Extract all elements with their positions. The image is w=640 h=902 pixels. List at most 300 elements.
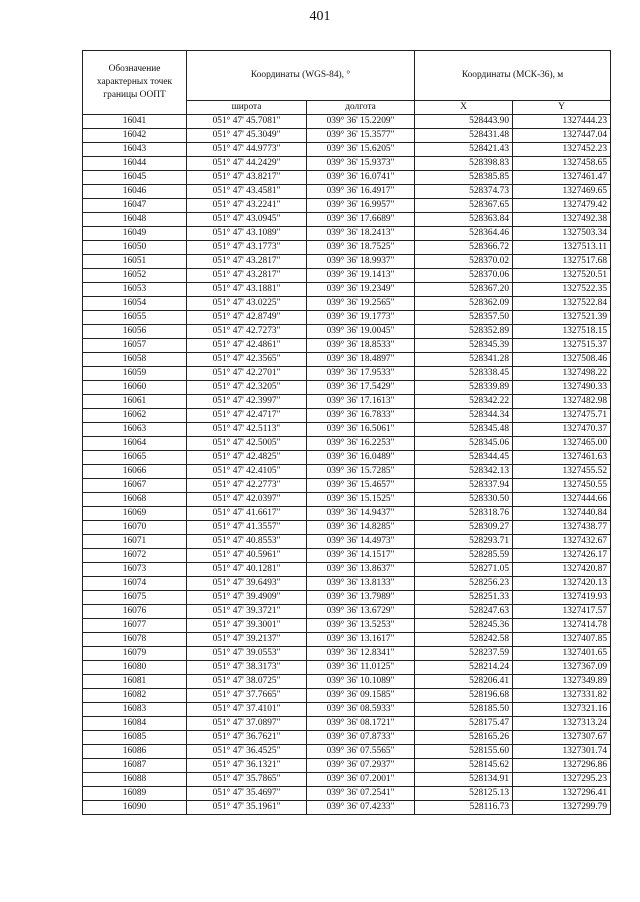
- point-id-cell: 16058: [83, 353, 187, 367]
- table-row: [83, 493, 611, 507]
- y-coordinate-cell: 1327508.46: [513, 353, 611, 367]
- point-id-cell: 16071: [83, 535, 187, 549]
- y-coordinate-cell: 1327517.68: [513, 255, 611, 269]
- point-id-cell: 16045: [83, 171, 187, 185]
- x-coordinate-cell: 528155.60: [415, 745, 513, 759]
- y-coordinate-cell: 1327420.13: [513, 577, 611, 591]
- latitude-cell: 051° 47' 40.8553": [187, 535, 307, 549]
- y-coordinate-cell: 1327465.00: [513, 437, 611, 451]
- x-coordinate-cell: 528175.47: [415, 717, 513, 731]
- point-id-cell: 16062: [83, 409, 187, 423]
- header-lon: долгота: [307, 101, 415, 115]
- table-row: [83, 479, 611, 493]
- longitude-cell: 039° 36' 13.6729": [307, 605, 415, 619]
- table-row: [83, 423, 611, 437]
- y-coordinate-cell: 1327295.23: [513, 773, 611, 787]
- table-row: [83, 535, 611, 549]
- y-coordinate-cell: 1327520.51: [513, 269, 611, 283]
- point-id-cell: 16055: [83, 311, 187, 325]
- latitude-cell: 051° 47' 45.3049": [187, 129, 307, 143]
- y-coordinate-cell: 1327475.71: [513, 409, 611, 423]
- x-coordinate-cell: 528337.94: [415, 479, 513, 493]
- latitude-cell: 051° 47' 41.3557": [187, 521, 307, 535]
- table-row: [83, 731, 611, 745]
- point-id-cell: 16078: [83, 633, 187, 647]
- x-coordinate-cell: 528330.50: [415, 493, 513, 507]
- y-coordinate-cell: 1327461.63: [513, 451, 611, 465]
- table-row: [83, 703, 611, 717]
- longitude-cell: 039° 36' 18.4897": [307, 353, 415, 367]
- x-coordinate-cell: 528367.65: [415, 199, 513, 213]
- y-coordinate-cell: 1327498.22: [513, 367, 611, 381]
- point-id-cell: 16090: [83, 801, 187, 815]
- x-coordinate-cell: 528309.27: [415, 521, 513, 535]
- longitude-cell: 039° 36' 14.4973": [307, 535, 415, 549]
- latitude-cell: 051° 47' 42.7273": [187, 325, 307, 339]
- latitude-cell: 051° 47' 42.3565": [187, 353, 307, 367]
- table-row: [83, 199, 611, 213]
- point-id-cell: 16054: [83, 297, 187, 311]
- table-row: [83, 577, 611, 591]
- y-coordinate-cell: 1327440.84: [513, 507, 611, 521]
- table-row: [83, 115, 611, 129]
- latitude-cell: 051° 47' 43.2241": [187, 199, 307, 213]
- longitude-cell: 039° 36' 08.1721": [307, 717, 415, 731]
- table-row: [83, 437, 611, 451]
- x-coordinate-cell: 528237.59: [415, 647, 513, 661]
- point-id-cell: 16053: [83, 283, 187, 297]
- longitude-cell: 039° 36' 08.5933": [307, 703, 415, 717]
- y-coordinate-cell: 1327450.55: [513, 479, 611, 493]
- x-coordinate-cell: 528125.13: [415, 787, 513, 801]
- latitude-cell: 051° 47' 42.3205": [187, 381, 307, 395]
- x-coordinate-cell: 528134.91: [415, 773, 513, 787]
- table-row: [83, 521, 611, 535]
- table-row: [83, 619, 611, 633]
- table-row: [83, 143, 611, 157]
- latitude-cell: 051° 47' 35.1961": [187, 801, 307, 815]
- longitude-cell: 039° 36' 19.1773": [307, 311, 415, 325]
- y-coordinate-cell: 1327296.41: [513, 787, 611, 801]
- y-coordinate-cell: 1327518.15: [513, 325, 611, 339]
- point-id-cell: 16065: [83, 451, 187, 465]
- table-row: [83, 605, 611, 619]
- table-row: [83, 787, 611, 801]
- longitude-cell: 039° 36' 17.6689": [307, 213, 415, 227]
- longitude-cell: 039° 36' 14.1517": [307, 549, 415, 563]
- table-row: [83, 213, 611, 227]
- y-coordinate-cell: 1327426.17: [513, 549, 611, 563]
- longitude-cell: 039° 36' 14.8285": [307, 521, 415, 535]
- longitude-cell: 039° 36' 15.4657": [307, 479, 415, 493]
- table-row: [83, 689, 611, 703]
- latitude-cell: 051° 47' 44.2429": [187, 157, 307, 171]
- longitude-cell: 039° 36' 15.3577": [307, 129, 415, 143]
- latitude-cell: 051° 47' 39.6493": [187, 577, 307, 591]
- y-coordinate-cell: 1327447.04: [513, 129, 611, 143]
- y-coordinate-cell: 1327321.16: [513, 703, 611, 717]
- latitude-cell: 051° 47' 42.4825": [187, 451, 307, 465]
- point-id-cell: 16077: [83, 619, 187, 633]
- x-coordinate-cell: 528374.73: [415, 185, 513, 199]
- latitude-cell: 051° 47' 43.0225": [187, 297, 307, 311]
- point-id-cell: 16072: [83, 549, 187, 563]
- table-row: [83, 759, 611, 773]
- x-coordinate-cell: 528245.36: [415, 619, 513, 633]
- latitude-cell: 051° 47' 43.1773": [187, 241, 307, 255]
- point-id-cell: 16051: [83, 255, 187, 269]
- table-row: [83, 241, 611, 255]
- point-id-cell: 16052: [83, 269, 187, 283]
- coordinates-table: [82, 50, 611, 815]
- x-coordinate-cell: 528338.45: [415, 367, 513, 381]
- point-id-cell: 16087: [83, 759, 187, 773]
- longitude-cell: 039° 36' 13.5253": [307, 619, 415, 633]
- longitude-cell: 039° 36' 19.0045": [307, 325, 415, 339]
- y-coordinate-cell: 1327414.78: [513, 619, 611, 633]
- y-coordinate-cell: 1327513.11: [513, 241, 611, 255]
- y-coordinate-cell: 1327444.23: [513, 115, 611, 129]
- longitude-cell: 039° 36' 17.9533": [307, 367, 415, 381]
- point-id-cell: 16085: [83, 731, 187, 745]
- x-coordinate-cell: 528352.89: [415, 325, 513, 339]
- y-coordinate-cell: 1327331.82: [513, 689, 611, 703]
- x-coordinate-cell: 528345.48: [415, 423, 513, 437]
- longitude-cell: 039° 36' 15.6205": [307, 143, 415, 157]
- latitude-cell: 051° 47' 36.4525": [187, 745, 307, 759]
- y-coordinate-cell: 1327458.65: [513, 157, 611, 171]
- x-coordinate-cell: 528285.59: [415, 549, 513, 563]
- point-id-cell: 16049: [83, 227, 187, 241]
- latitude-cell: 051° 47' 43.2817": [187, 269, 307, 283]
- latitude-cell: 051° 47' 43.8217": [187, 171, 307, 185]
- table-row: [83, 507, 611, 521]
- latitude-cell: 051° 47' 42.4717": [187, 409, 307, 423]
- point-id-cell: 16084: [83, 717, 187, 731]
- x-coordinate-cell: 528242.58: [415, 633, 513, 647]
- latitude-cell: 051° 47' 44.9773": [187, 143, 307, 157]
- latitude-cell: 051° 47' 37.7665": [187, 689, 307, 703]
- x-coordinate-cell: 528363.84: [415, 213, 513, 227]
- latitude-cell: 051° 47' 42.4861": [187, 339, 307, 353]
- y-coordinate-cell: 1327515.37: [513, 339, 611, 353]
- x-coordinate-cell: 528196.68: [415, 689, 513, 703]
- x-coordinate-cell: 528256.23: [415, 577, 513, 591]
- point-id-cell: 16041: [83, 115, 187, 129]
- latitude-cell: 051° 47' 39.4909": [187, 591, 307, 605]
- x-coordinate-cell: 528431.48: [415, 129, 513, 143]
- x-coordinate-cell: 528367.20: [415, 283, 513, 297]
- x-coordinate-cell: 528443.90: [415, 115, 513, 129]
- latitude-cell: 051° 47' 45.7081": [187, 115, 307, 129]
- longitude-cell: 039° 36' 17.5429": [307, 381, 415, 395]
- longitude-cell: 039° 36' 18.8533": [307, 339, 415, 353]
- latitude-cell: 051° 47' 42.3997": [187, 395, 307, 409]
- header-lat: широта: [187, 101, 307, 115]
- longitude-cell: 039° 36' 13.1617": [307, 633, 415, 647]
- y-coordinate-cell: 1327313.24: [513, 717, 611, 731]
- longitude-cell: 039° 36' 15.2209": [307, 115, 415, 129]
- y-coordinate-cell: 1327469.65: [513, 185, 611, 199]
- point-id-cell: 16067: [83, 479, 187, 493]
- longitude-cell: 039° 36' 12.8341": [307, 647, 415, 661]
- table-row: [83, 171, 611, 185]
- y-coordinate-cell: 1327432.67: [513, 535, 611, 549]
- point-id-cell: 16043: [83, 143, 187, 157]
- y-coordinate-cell: 1327470.37: [513, 423, 611, 437]
- x-coordinate-cell: 528185.50: [415, 703, 513, 717]
- longitude-cell: 039° 36' 07.2541": [307, 787, 415, 801]
- y-coordinate-cell: 1327417.57: [513, 605, 611, 619]
- x-coordinate-cell: 528247.63: [415, 605, 513, 619]
- point-id-cell: 16048: [83, 213, 187, 227]
- y-coordinate-cell: 1327407.85: [513, 633, 611, 647]
- y-coordinate-cell: 1327299.79: [513, 801, 611, 815]
- latitude-cell: 051° 47' 42.5113": [187, 423, 307, 437]
- y-coordinate-cell: 1327490.33: [513, 381, 611, 395]
- table-row: [83, 339, 611, 353]
- x-coordinate-cell: 528318.76: [415, 507, 513, 521]
- table-row: [83, 633, 611, 647]
- point-id-cell: 16068: [83, 493, 187, 507]
- table-row: [83, 255, 611, 269]
- y-coordinate-cell: 1327401.65: [513, 647, 611, 661]
- y-coordinate-cell: 1327349.89: [513, 675, 611, 689]
- latitude-cell: 051° 47' 39.2137": [187, 633, 307, 647]
- table-row: [83, 773, 611, 787]
- point-id-cell: 16059: [83, 367, 187, 381]
- point-id-cell: 16070: [83, 521, 187, 535]
- x-coordinate-cell: 528293.71: [415, 535, 513, 549]
- x-coordinate-cell: 528251.33: [415, 591, 513, 605]
- table-row: [83, 185, 611, 199]
- x-coordinate-cell: 528214.24: [415, 661, 513, 675]
- latitude-cell: 051° 47' 38.0725": [187, 675, 307, 689]
- longitude-cell: 039° 36' 07.5565": [307, 745, 415, 759]
- latitude-cell: 051° 47' 36.7621": [187, 731, 307, 745]
- y-coordinate-cell: 1327522.84: [513, 297, 611, 311]
- longitude-cell: 039° 36' 07.2001": [307, 773, 415, 787]
- y-coordinate-cell: 1327492.38: [513, 213, 611, 227]
- point-id-cell: 16063: [83, 423, 187, 437]
- table-row: [83, 647, 611, 661]
- longitude-cell: 039° 36' 15.7285": [307, 465, 415, 479]
- x-coordinate-cell: 528357.50: [415, 311, 513, 325]
- x-coordinate-cell: 528370.06: [415, 269, 513, 283]
- latitude-cell: 051° 47' 35.7865": [187, 773, 307, 787]
- longitude-cell: 039° 36' 07.2937": [307, 759, 415, 773]
- point-id-cell: 16080: [83, 661, 187, 675]
- point-id-cell: 16064: [83, 437, 187, 451]
- longitude-cell: 039° 36' 16.7833": [307, 409, 415, 423]
- latitude-cell: 051° 47' 43.1881": [187, 283, 307, 297]
- point-id-cell: 16046: [83, 185, 187, 199]
- longitude-cell: 039° 36' 18.2413": [307, 227, 415, 241]
- latitude-cell: 051° 47' 43.1089": [187, 227, 307, 241]
- x-coordinate-cell: 528271.05: [415, 563, 513, 577]
- longitude-cell: 039° 36' 18.7525": [307, 241, 415, 255]
- latitude-cell: 051° 47' 37.0897": [187, 717, 307, 731]
- x-coordinate-cell: 528206.41: [415, 675, 513, 689]
- point-id-cell: 16042: [83, 129, 187, 143]
- longitude-cell: 039° 36' 10.1089": [307, 675, 415, 689]
- latitude-cell: 051° 47' 42.2773": [187, 479, 307, 493]
- header-wgs84: Координаты (WGS-84), °: [187, 51, 415, 101]
- x-coordinate-cell: 528342.13: [415, 465, 513, 479]
- latitude-cell: 051° 47' 42.0397": [187, 493, 307, 507]
- longitude-cell: 039° 36' 16.4917": [307, 185, 415, 199]
- x-coordinate-cell: 528421.43: [415, 143, 513, 157]
- table-row: [83, 227, 611, 241]
- latitude-cell: 051° 47' 42.8749": [187, 311, 307, 325]
- header-msk36: Координаты (МСК-36), м: [415, 51, 611, 101]
- longitude-cell: 039° 36' 17.1613": [307, 395, 415, 409]
- table-row: [83, 745, 611, 759]
- table-row: [83, 367, 611, 381]
- longitude-cell: 039° 36' 16.0741": [307, 171, 415, 185]
- longitude-cell: 039° 36' 18.9937": [307, 255, 415, 269]
- point-id-cell: 16073: [83, 563, 187, 577]
- y-coordinate-cell: 1327367.09: [513, 661, 611, 675]
- x-coordinate-cell: 528341.28: [415, 353, 513, 367]
- point-id-cell: 16050: [83, 241, 187, 255]
- table-row: [83, 591, 611, 605]
- longitude-cell: 039° 36' 13.8637": [307, 563, 415, 577]
- latitude-cell: 051° 47' 42.2701": [187, 367, 307, 381]
- y-coordinate-cell: 1327420.87: [513, 563, 611, 577]
- x-coordinate-cell: 528344.45: [415, 451, 513, 465]
- latitude-cell: 051° 47' 36.1321": [187, 759, 307, 773]
- point-id-cell: 16083: [83, 703, 187, 717]
- y-coordinate-cell: 1327461.47: [513, 171, 611, 185]
- latitude-cell: 051° 47' 42.5005": [187, 437, 307, 451]
- y-coordinate-cell: 1327438.77: [513, 521, 611, 535]
- x-coordinate-cell: 528345.39: [415, 339, 513, 353]
- longitude-cell: 039° 36' 09.1585": [307, 689, 415, 703]
- table-row: [83, 381, 611, 395]
- point-id-cell: 16056: [83, 325, 187, 339]
- longitude-cell: 039° 36' 16.5061": [307, 423, 415, 437]
- point-id-cell: 16074: [83, 577, 187, 591]
- table-row: [83, 801, 611, 815]
- y-coordinate-cell: 1327522.35: [513, 283, 611, 297]
- longitude-cell: 039° 36' 13.7989": [307, 591, 415, 605]
- longitude-cell: 039° 36' 07.8733": [307, 731, 415, 745]
- latitude-cell: 051° 47' 37.4101": [187, 703, 307, 717]
- x-coordinate-cell: 528339.89: [415, 381, 513, 395]
- y-coordinate-cell: 1327521.39: [513, 311, 611, 325]
- y-coordinate-cell: 1327455.52: [513, 465, 611, 479]
- longitude-cell: 039° 36' 15.9373": [307, 157, 415, 171]
- point-id-cell: 16060: [83, 381, 187, 395]
- latitude-cell: 051° 47' 38.3173": [187, 661, 307, 675]
- latitude-cell: 051° 47' 40.5961": [187, 549, 307, 563]
- point-id-cell: 16079: [83, 647, 187, 661]
- header-y: Y: [513, 101, 611, 115]
- table-row: [83, 269, 611, 283]
- x-coordinate-cell: 528342.22: [415, 395, 513, 409]
- longitude-cell: 039° 36' 16.9957": [307, 199, 415, 213]
- point-id-cell: 16076: [83, 605, 187, 619]
- longitude-cell: 039° 36' 07.4233": [307, 801, 415, 815]
- page-number: 401: [309, 9, 331, 24]
- x-coordinate-cell: 528116.73: [415, 801, 513, 815]
- table-row: [83, 661, 611, 675]
- table-row: [83, 563, 611, 577]
- x-coordinate-cell: 528345.06: [415, 437, 513, 451]
- latitude-cell: 051° 47' 39.0553": [187, 647, 307, 661]
- header-point-designation: Обозначение характерных точек границы ООПТ: [83, 51, 187, 115]
- table-row: [83, 297, 611, 311]
- x-coordinate-cell: 528366.72: [415, 241, 513, 255]
- point-id-cell: 16086: [83, 745, 187, 759]
- point-id-cell: 16057: [83, 339, 187, 353]
- longitude-cell: 039° 36' 19.1413": [307, 269, 415, 283]
- longitude-cell: 039° 36' 15.1525": [307, 493, 415, 507]
- latitude-cell: 051° 47' 43.2817": [187, 255, 307, 269]
- point-id-cell: 16047: [83, 199, 187, 213]
- point-id-cell: 16088: [83, 773, 187, 787]
- header-x: X: [415, 101, 513, 115]
- table-row: [83, 157, 611, 171]
- table-row: [83, 353, 611, 367]
- longitude-cell: 039° 36' 13.8133": [307, 577, 415, 591]
- x-coordinate-cell: 528385.85: [415, 171, 513, 185]
- latitude-cell: 051° 47' 41.6617": [187, 507, 307, 521]
- y-coordinate-cell: 1327296.86: [513, 759, 611, 773]
- table-row: [83, 325, 611, 339]
- point-id-cell: 16066: [83, 465, 187, 479]
- table-row: [83, 549, 611, 563]
- latitude-cell: 051° 47' 43.0945": [187, 213, 307, 227]
- table-row: [83, 283, 611, 297]
- y-coordinate-cell: 1327419.93: [513, 591, 611, 605]
- latitude-cell: 051° 47' 42.4105": [187, 465, 307, 479]
- latitude-cell: 051° 47' 43.4581": [187, 185, 307, 199]
- longitude-cell: 039° 36' 19.2349": [307, 283, 415, 297]
- point-id-cell: 16082: [83, 689, 187, 703]
- longitude-cell: 039° 36' 16.0489": [307, 451, 415, 465]
- point-id-cell: 16075: [83, 591, 187, 605]
- longitude-cell: 039° 36' 11.0125": [307, 661, 415, 675]
- table-row: [83, 409, 611, 423]
- latitude-cell: 051° 47' 39.3001": [187, 619, 307, 633]
- x-coordinate-cell: 528165.26: [415, 731, 513, 745]
- longitude-cell: 039° 36' 19.2565": [307, 297, 415, 311]
- table-row: [83, 675, 611, 689]
- x-coordinate-cell: 528398.83: [415, 157, 513, 171]
- table-row: [83, 395, 611, 409]
- x-coordinate-cell: 528145.62: [415, 759, 513, 773]
- x-coordinate-cell: 528364.46: [415, 227, 513, 241]
- table-row: [83, 465, 611, 479]
- point-id-cell: 16061: [83, 395, 187, 409]
- table-row: [83, 451, 611, 465]
- y-coordinate-cell: 1327301.74: [513, 745, 611, 759]
- point-id-cell: 16081: [83, 675, 187, 689]
- table-row: [83, 717, 611, 731]
- y-coordinate-cell: 1327452.23: [513, 143, 611, 157]
- longitude-cell: 039° 36' 16.2253": [307, 437, 415, 451]
- latitude-cell: 051° 47' 39.3721": [187, 605, 307, 619]
- table-row: [83, 311, 611, 325]
- y-coordinate-cell: 1327479.42: [513, 199, 611, 213]
- latitude-cell: 051° 47' 40.1281": [187, 563, 307, 577]
- header-row: [83, 51, 611, 101]
- x-coordinate-cell: 528370.02: [415, 255, 513, 269]
- y-coordinate-cell: 1327503.34: [513, 227, 611, 241]
- y-coordinate-cell: 1327482.98: [513, 395, 611, 409]
